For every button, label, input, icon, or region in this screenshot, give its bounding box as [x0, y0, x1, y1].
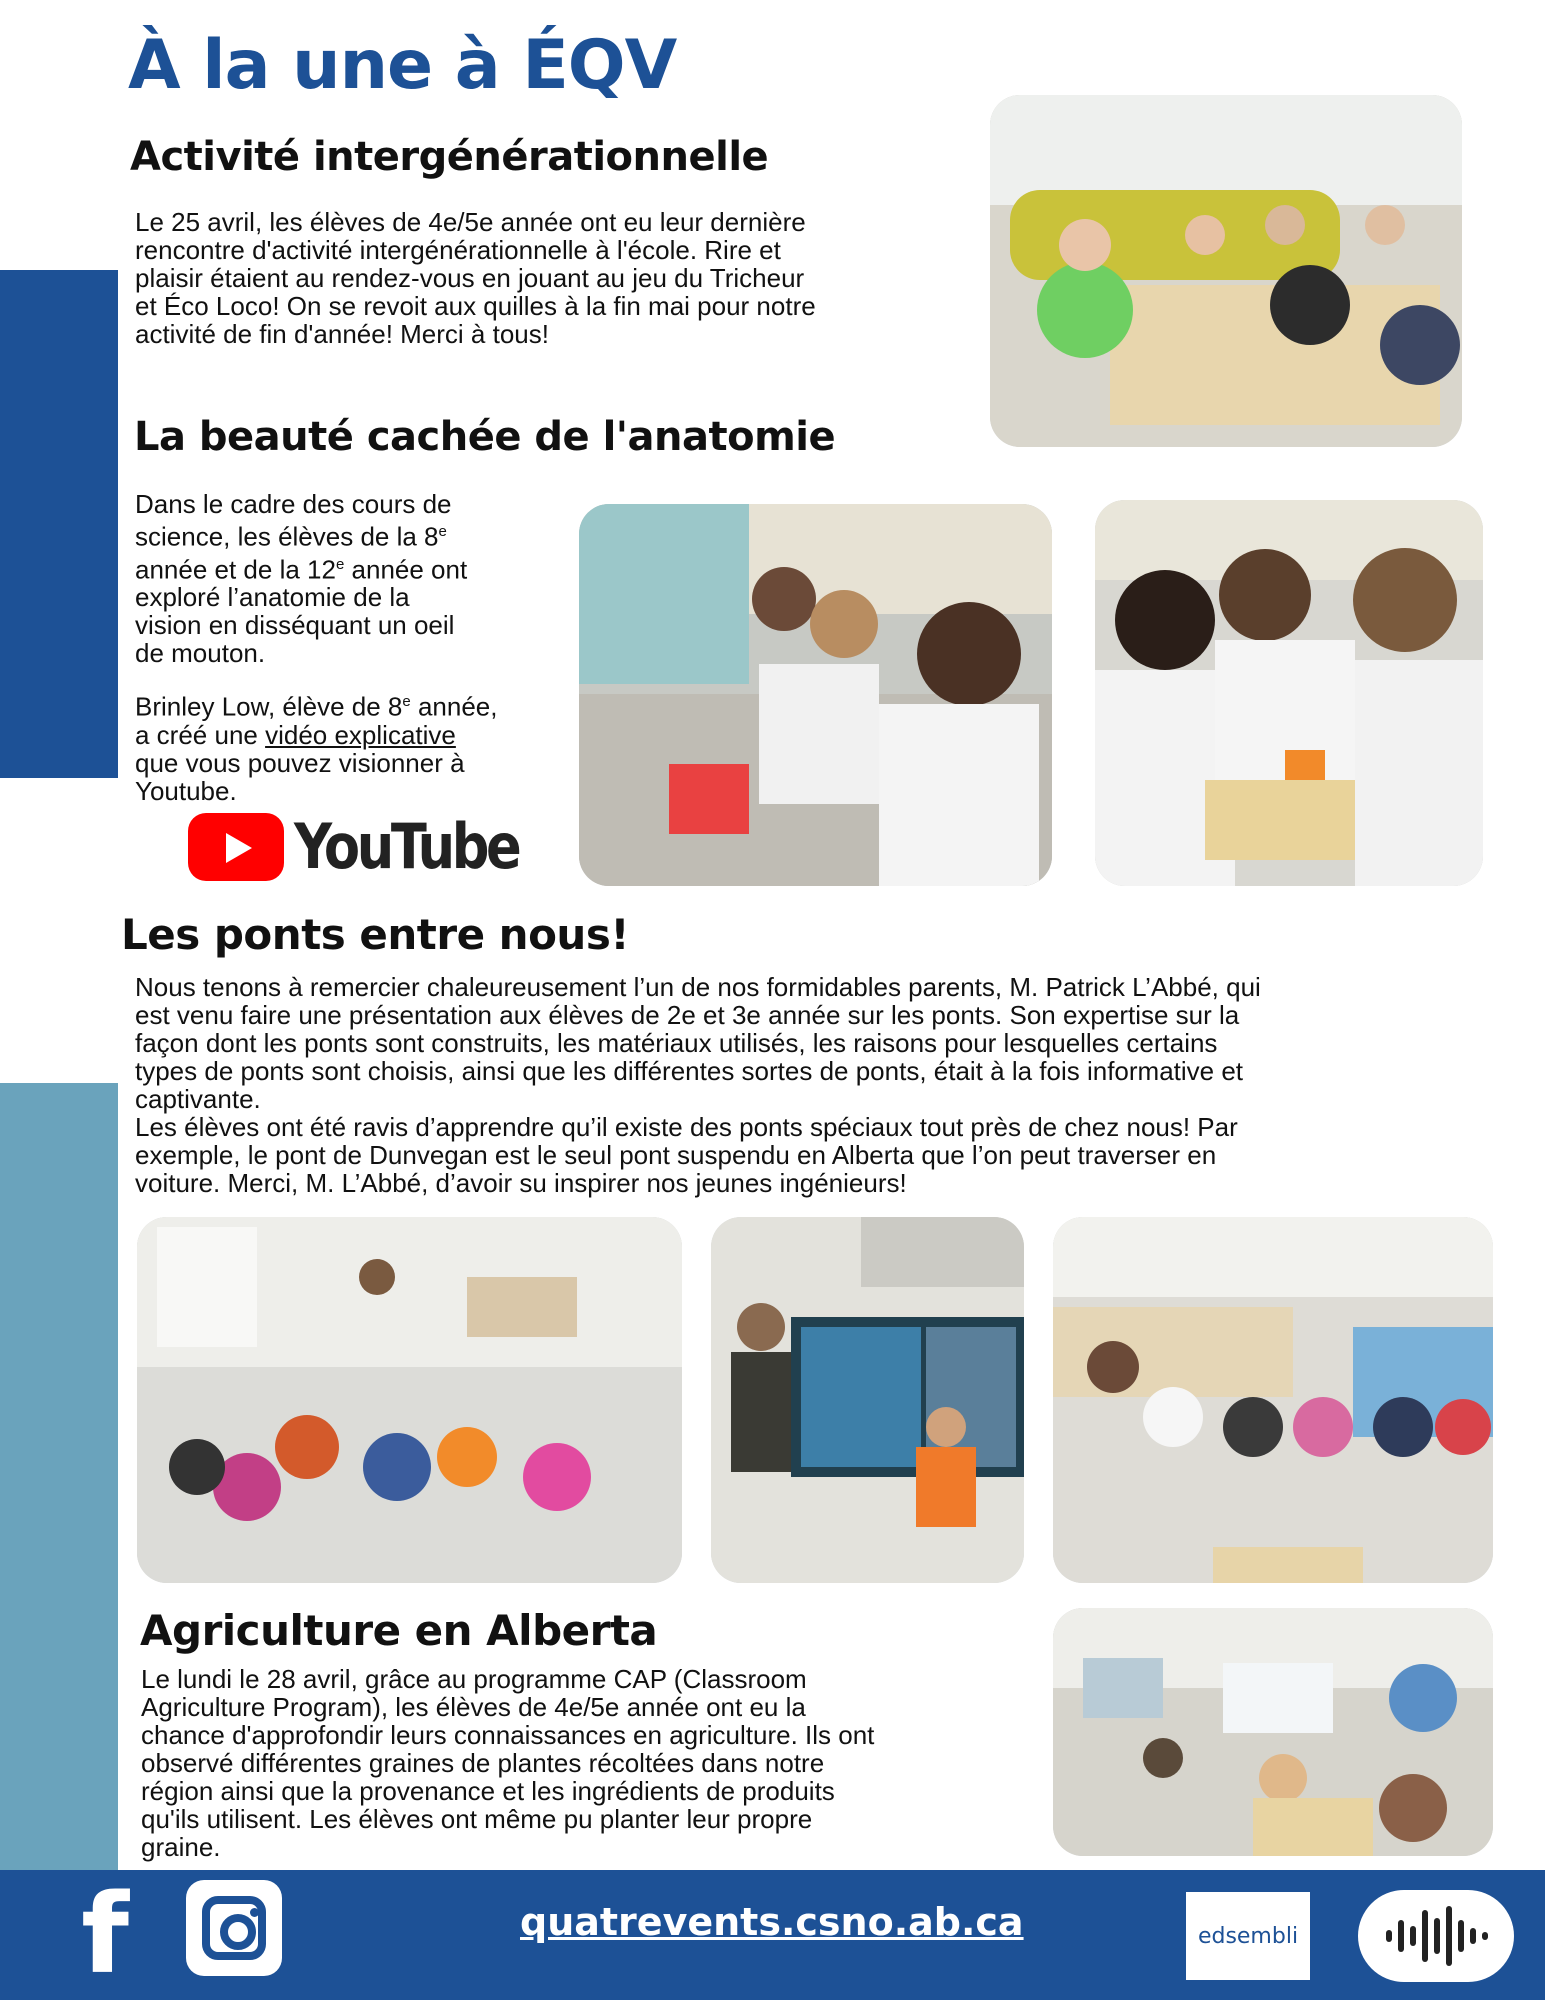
- intergen-line: plaisir étaient au rendez-vous en jouant au jeu du Tricheur: [135, 263, 805, 293]
- youtube-wordmark: YouTube: [294, 810, 519, 883]
- bridges-line: Les élèves ont été ravis d’apprendre qu’il existe des ponts spéciaux tout près de chez nous! Par: [135, 1112, 1238, 1142]
- photo-agriculture-class: [1053, 1608, 1493, 1856]
- video-explicative-link[interactable]: vidéo explicative: [265, 719, 456, 750]
- bridges-line: voiture. Merci, M. L’Abbé, d’avoir su inspirer nos jeunes ingénieurs!: [135, 1168, 907, 1198]
- photo-dissection-2: [1095, 500, 1483, 886]
- instagram-lens: [220, 1914, 256, 1950]
- intergen-heading: Activité intergénérationnelle: [130, 134, 769, 180]
- anatomy-line: que vous pouvez visionner à: [135, 747, 465, 778]
- bridges-line: façon dont les ponts sont construits, les matériaux utilisés, les raisons pour lesquelles certains: [135, 1028, 1218, 1058]
- agri-line: graine.: [141, 1832, 221, 1862]
- anatomy-line: Youtube.: [135, 775, 237, 806]
- agri-heading: Agriculture en Alberta: [140, 1606, 658, 1655]
- anatomy-line: Brinley Low, élève de 8e année,: [135, 691, 498, 722]
- youtube-play-icon: [188, 813, 284, 881]
- anatomy-line: de mouton.: [135, 638, 266, 669]
- agri-line: Agriculture Program), les élèves de 4e/5e année ont eu la: [141, 1692, 806, 1722]
- instagram-frame: [202, 1896, 266, 1960]
- anatomy-line: exploré l’anatomie de la: [135, 582, 410, 613]
- side-accent-bar-dark: [0, 270, 118, 778]
- bridges-line: est venu faire une présentation aux élèves de 2e et 3e année sur les ponts. Son expertise sur la: [135, 1000, 1240, 1030]
- edsembli-logo[interactable]: edsembli: [1186, 1892, 1310, 1980]
- agri-line: chance d'approfondir leurs connaissances en agriculture. Ils ont: [141, 1720, 875, 1750]
- photo-intergenerational-game: [990, 95, 1462, 447]
- bridges-heading: Les ponts entre nous!: [121, 910, 629, 959]
- bridges-line: types de ponts sont choisis, ainsi que les différentes sortes de ponts, était à la fois informative et: [135, 1056, 1244, 1086]
- anatomy-paragraph-1: [135, 490, 575, 667]
- agri-line: région ainsi que la provenance et les ingrédients de produits: [141, 1776, 835, 1806]
- anatomy-line: Dans le cadre des cours de: [135, 489, 452, 519]
- anatomy-line: vision en disséquant un oeil: [135, 610, 455, 641]
- intergen-paragraph: [135, 208, 975, 348]
- intergen-line: Le 25 avril, les élèves de 4e/5e année ont eu leur dernière: [135, 207, 806, 237]
- photo-class-group-cups: [1053, 1217, 1493, 1583]
- page-title: À la une à ÉQV: [128, 26, 677, 105]
- youtube-logo[interactable]: [188, 810, 558, 883]
- bridges-paragraph: [135, 973, 1515, 1197]
- podcast-wave-icon[interactable]: [1358, 1890, 1514, 1982]
- intergen-line: et Éco Loco! On se revoit aux quilles à la fin mai pour notre: [135, 291, 816, 321]
- bridges-line: captivante.: [135, 1084, 261, 1114]
- photo-class-group-bridges: [137, 1217, 682, 1583]
- anatomy-paragraph-2: [135, 688, 575, 805]
- anatomy-line: année et de la 12e année ont: [135, 554, 468, 585]
- side-accent-bar-light: [0, 1083, 118, 1870]
- agri-line: qu'ils utilisent. Les élèves ont même pu planter leur propre: [141, 1804, 813, 1834]
- photo-dissection-1: [579, 504, 1052, 886]
- agri-paragraph: [141, 1665, 1041, 1861]
- facebook-icon[interactable]: f: [81, 1870, 129, 1998]
- anatomy-line: a créé une vidéo explicative: [135, 719, 456, 750]
- agri-line: Le lundi le 28 avril, grâce au programme CAP (Classroom: [141, 1664, 807, 1694]
- instagram-dot: [250, 1908, 259, 1917]
- bridges-line: Nous tenons à remercier chaleureusement l’un de nos formidables parents, M. Patrick L’Abbé, qui: [135, 972, 1261, 1002]
- agri-line: observé différentes graines de plantes récoltées dans notre: [141, 1748, 825, 1778]
- photo-bridge-presentation: [711, 1217, 1024, 1583]
- intergen-line: rencontre d'activité intergénérationnelle à l'école. Rire et: [135, 235, 781, 265]
- bridges-line: exemple, le pont de Dunvegan est le seul pont suspendu en Alberta que l’on peut traverser en: [135, 1140, 1217, 1170]
- intergen-line: activité de fin d'année! Merci à tous!: [135, 319, 549, 349]
- website-link[interactable]: quatrevents.csno.ab.ca: [520, 1900, 1024, 1944]
- anatomy-line: science, les élèves de la 8e: [135, 521, 447, 552]
- anatomy-heading: La beauté cachée de l'anatomie: [134, 414, 836, 460]
- instagram-icon[interactable]: [186, 1880, 282, 1976]
